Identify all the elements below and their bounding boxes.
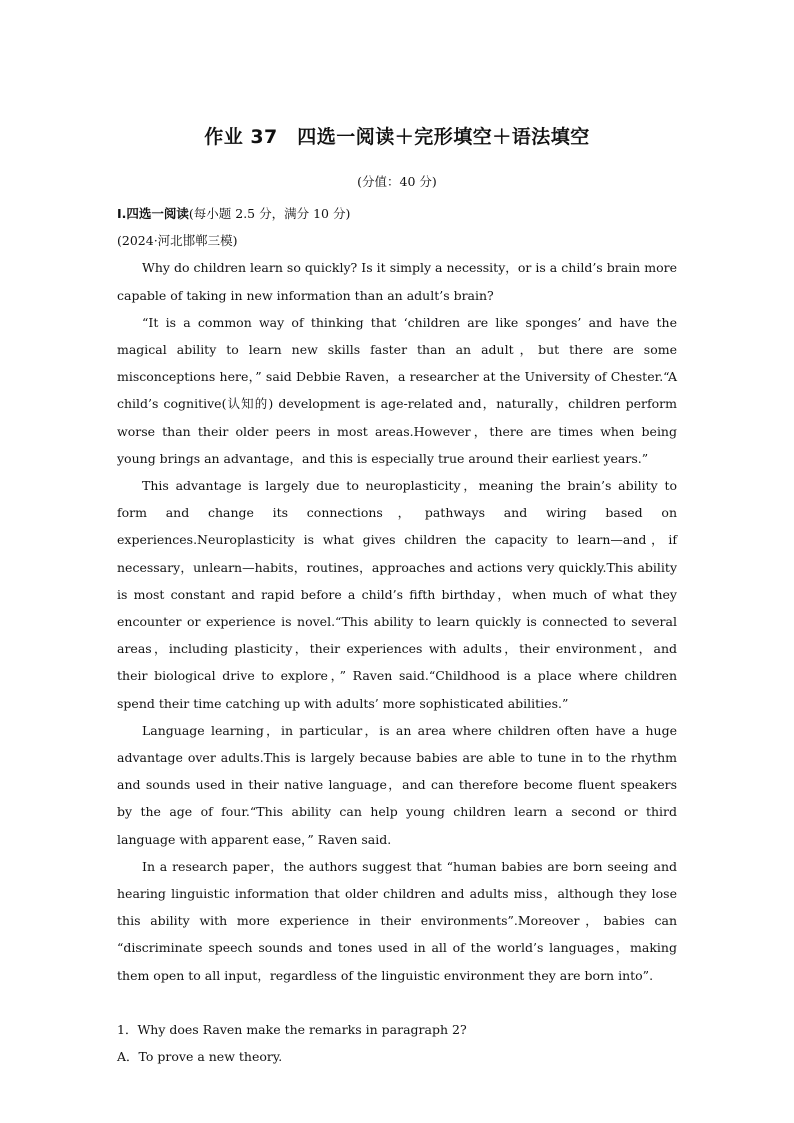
content-body: [117, 200, 677, 1070]
paragraph-4: Language learning，in particular，is an area where children often have a huge advantage over adults.This is largely because babies are able to tune in to the rhythm and sounds used in their native language，and can therefore become fluent speakers by the age of four.“This ability can help young children learn a second or third language with apparent ease，” Raven said.: [117, 722, 677, 847]
section-title: Ⅰ.四选一阅读: [117, 206, 189, 221]
section-note: (每小题 2.5 分，满分 10 分): [188, 206, 351, 221]
question-stem: 1．Why does Raven make the remarks in paragraph 2?: [117, 1021, 467, 1037]
question-option-a: A．To prove a new theory.: [117, 1049, 283, 1065]
source-note: (2024·河北邯郸三模): [117, 233, 238, 249]
score-note: (分值：40 分): [357, 174, 437, 189]
section-heading: [117, 200, 677, 227]
page-title: 作业 37 四选一阅读＋完形填空＋语法填空: [204, 126, 590, 148]
spacer: [117, 989, 677, 1016]
paragraph-5: In a research paper，the authors suggest that “human babies are born seeing and hearing linguistic information that older children and adults miss，although they lose this ability with more experience in their environments”.Moreover，babies can “discriminate speech sounds and tones used in all of the world’s languages，making them open to all input，regardless of the linguistic environment they are born into”.: [117, 858, 677, 983]
paragraph-3: This advantage is largely due to neuroplasticity，meaning the brain’s ability to form and change its connections，pathways and wiring based on experiences.Neuroplasticity is what gives children the capacity to learn—and，if necessary，unlearn—habits，routines，approaches and actions very quickly.This ability is most constant and rapid before a child’s fifth birthday，when much of what they encounter or experience is novel.“This ability to learn quickly is connected to several areas，including plasticity，their experiences with adults，their environment，and their biological drive to explore，” Raven said.“Childhood is a place where children spend their time catching up with adults’ more sophisticated abilities.”: [117, 478, 677, 711]
paragraph-1: Why do children learn so quickly? Is it simply a necessity，or is a child’s brain more capable of taking in new information than an adult’s brain?: [117, 260, 677, 303]
paragraph-2: “It is a common way of thinking that ‘children are like sponges’ and have the magical ability to learn new skills faster than an adult，but there are some misconceptions here，” said Debbie Raven，a researcher at the University of Chester.“A child’s cognitive(认知的) development is age-related and，naturally，children perform worse than their older peers in most areas.However，there are times when being young brings an advantage，and this is especially true around their earliest years.”: [117, 314, 677, 466]
